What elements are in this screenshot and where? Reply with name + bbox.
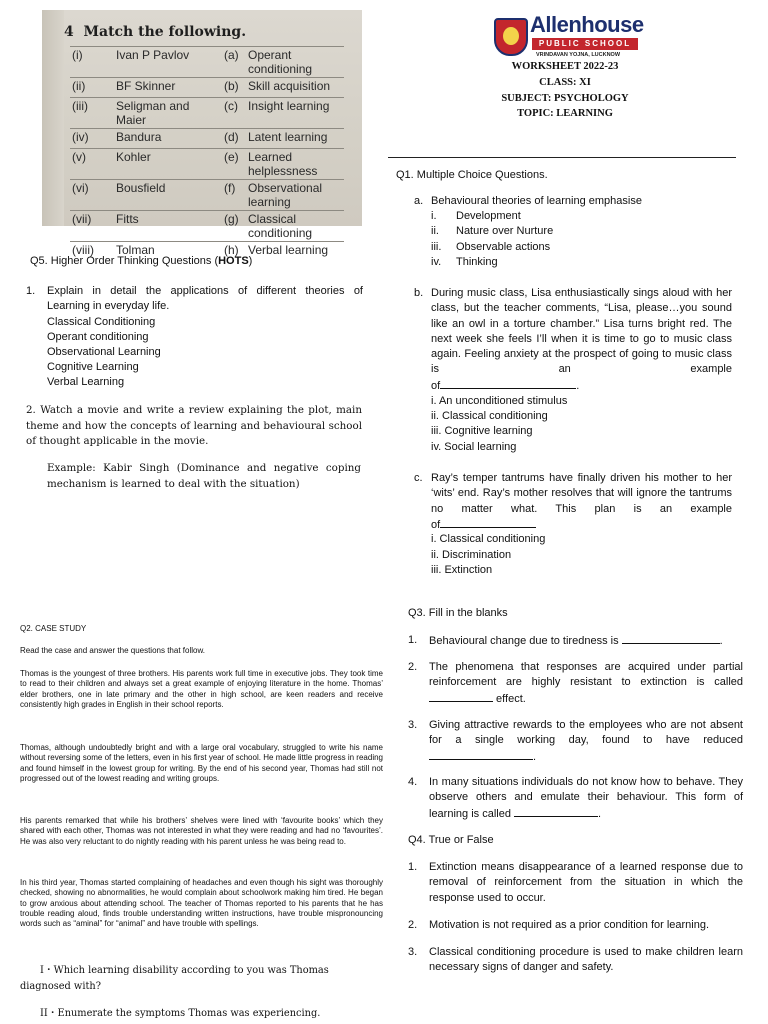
match-row: (iii) Seligman and Maier (c) Insight learning: [70, 98, 344, 129]
q5-item1-line: Learning in everyday life.: [47, 300, 170, 312]
q1a-option: Thinking: [456, 256, 498, 268]
q3-blank: [429, 691, 493, 702]
header-divider: [388, 157, 736, 158]
match-row: (ii) BF Skinner (b) Skill acquisition: [70, 78, 344, 98]
q1c-label: c.: [414, 472, 423, 484]
q3-item: Giving attractive rewards to the employees who are not absent for a single working day, found to have reduced.: [429, 719, 743, 763]
q4-item: Motivation is not required as a prior condition for learning.: [429, 919, 710, 931]
school-subtitle: PUBLIC SCHOOL: [532, 38, 638, 50]
school-name: Allenhouse: [530, 12, 644, 37]
match-row: (i) Ivan P Pavlov (a) Operant conditioning: [70, 47, 344, 78]
q3-item-number: 1.: [408, 634, 418, 646]
q1a-option: Nature over Nurture: [456, 225, 554, 237]
case-question: II・Enumerate the symptoms Thomas was experiencing.: [40, 1008, 321, 1019]
school-crest-icon: [494, 18, 528, 56]
q1a-option-number: iv.: [431, 256, 442, 268]
q1a-option-number: iii.: [431, 241, 442, 253]
match-row: (vi) Bousfield (f) Observational learning: [70, 180, 344, 211]
q1a-option-number: i.: [431, 210, 437, 222]
q4-item-number: 1.: [408, 861, 418, 873]
q5-theory-item: Classical Conditioning: [47, 316, 156, 328]
q4-item-number: 3.: [408, 946, 418, 958]
q1b-option: ii. Classical conditioning: [431, 410, 548, 422]
q1b-option: iii. Cognitive learning: [431, 425, 533, 437]
q3-item: The phenomena that responses are acquired under partial reinforcement are highly resistant to extinction is called effect.: [429, 661, 743, 705]
q3-item: In many situations individuals do not know how to behave. They observe others and emulate their behaviour. This form of learning is called .: [429, 776, 743, 820]
q1a-option-number: ii.: [431, 225, 439, 237]
q1b-label: b.: [414, 287, 424, 299]
q4-item: Classical conditioning procedure is used to make children learn necessary signs of danger and safety.: [429, 946, 743, 974]
match-title: 4 Match the following.: [64, 24, 247, 40]
topic-label: TOPIC: LEARNING: [517, 108, 613, 119]
q1-title: Q1. Multiple Choice Questions.: [396, 169, 548, 181]
q5-item2: 2. Watch a movie and write a review explaining the plot, main theme and how the concepts of learning and behavioural school of thought applicable in the movie.: [26, 404, 362, 447]
q3-item-number: 4.: [408, 776, 418, 788]
q4-item-number: 2.: [408, 919, 418, 931]
q3-blank: [429, 749, 533, 760]
case-question: I・Which learning disability according to you was Thomas diagnosed with?: [20, 965, 329, 992]
school-location: VRINDAVAN YOJNA, LUCKNOW: [536, 52, 621, 58]
q1c-blank-line: of: [431, 517, 536, 533]
q1c-blank: [440, 517, 536, 528]
q4-item: Extinction means disappearance of a learned response due to removal of reinforcement from the situation in which the response used to occur.: [429, 861, 743, 904]
q3-title: Q3. Fill in the blanks: [408, 607, 508, 619]
q1b-option: i. An unconditioned stimulus: [431, 395, 568, 407]
q4-title: Q4. True or False: [408, 834, 494, 846]
match-row: (vii) Fitts (g) Classical conditioning: [70, 211, 344, 242]
q1b-blank-line: of .: [431, 380, 580, 392]
q2-title: Q2. CASE STUDY: [20, 624, 87, 633]
q5-theory-item: Cognitive Learning: [47, 361, 139, 373]
class-label: CLASS: XI: [539, 77, 591, 88]
q1a-question: Behavioural theories of learning emphasise: [431, 195, 642, 207]
q1a-option: Observable actions: [456, 241, 551, 253]
photo-shadow: [42, 10, 64, 226]
match-table: [70, 46, 344, 261]
case-paragraph: Thomas is the youngest of three brothers. His parents work full time in executive jobs. They took time to read to their children and always set a great example of enjoying literature in the home. Thomas’ elder brothers, one in late primary and the other in high school, are keen readers and receive consistently high grades in English in their school reports.: [20, 669, 383, 709]
q3-item: Behavioural change due to tiredness is .: [429, 635, 723, 647]
case-paragraph: His parents remarked that while his brothers’ shelves were lined with ‘favourite books’ which they shared with each other, Thomas was not interested in what they were reading and had no ‘favourites’. He was also very reluctant to do nightly reading with his parent unless he was being read to.: [20, 816, 383, 846]
q1a-label: a.: [414, 195, 424, 207]
q1b-blank: [440, 378, 576, 389]
q1c-question: Ray’s temper tantrums have finally driven his mother to her ‘wits’ end. Ray’s mother resolves that will ignore the tantrums no matter what. This plan is an example: [431, 472, 732, 515]
q5-theory-item: Operant conditioning: [47, 331, 149, 343]
q5-item1-line: Explain in detail the applications of different theories of: [47, 285, 363, 297]
q3-item-number: 3.: [408, 719, 418, 731]
q3-blank: [622, 633, 720, 644]
q1c-option: ii. Discrimination: [431, 549, 512, 561]
q2-intro: Read the case and answer the questions that follow.: [20, 646, 206, 655]
case-paragraph: In his third year, Thomas started complaining of headaches and even though his sight was thoroughly checked, showing no abnormalities, he would complain about schoolwork making him tired. He began to grow anxious about attending school. The teacher of Thomas reported to his parents that he has trouble reading aloud, finds trouble understanding written instructions, have trouble mispronouncing words such as “aminal” for “animal” and have trouble with spellings.: [20, 878, 383, 929]
q3-item-number: 2.: [408, 661, 418, 673]
q5-example: Example: Kabir Singh (Dominance and negative coping mechanism is learned to deal with the situation): [47, 462, 361, 490]
q1a-option: Development: [456, 210, 521, 222]
match-row: (iv) Bandura (d) Latent learning: [70, 129, 344, 149]
q5-theory-item: Verbal Learning: [47, 376, 125, 388]
q1b-question: During music class, Lisa enthusiastically sings aloud with her class, but the teacher comments, “Lisa, please…you sound like an owl in a torture chamber.” Lisa turns bright red. The next week she feels I’ll when it is time to go to music class again. Feeling anxiety at the prospect of going to music class is an example: [431, 287, 732, 376]
match-row: (viii) Tolman (h) Verbal learning: [70, 242, 344, 262]
q5-theory-item: Observational Learning: [47, 346, 161, 358]
q1c-option: iii. Extinction: [431, 564, 493, 576]
textbook-photo: [42, 10, 362, 257]
q5-item1-number: 1.: [26, 285, 36, 297]
case-paragraph: Thomas, although undoubtedly bright and with a large oral vocabulary, struggled to write his name without reversing some of the letters, even in his first year of school. He made little progress in reading and found himself in the lowest group for writing. By the end of his second year, Thomas had still not progressed out of the lowest reading and writing groups.: [20, 743, 383, 783]
q5-title: Q5. Higher Order Thinking Questions (HOTS): [30, 255, 253, 267]
q1b-option: iv. Social learning: [431, 441, 517, 453]
subject-label: SUBJECT: PSYCHOLOGY: [501, 93, 629, 104]
q3-blank: [514, 806, 598, 817]
match-row: (v) Kohler (e) Learned helplessness: [70, 149, 344, 180]
q1c-option: i. Classical conditioning: [431, 533, 546, 545]
worksheet-label: WORKSHEET 2022-23: [511, 61, 619, 72]
